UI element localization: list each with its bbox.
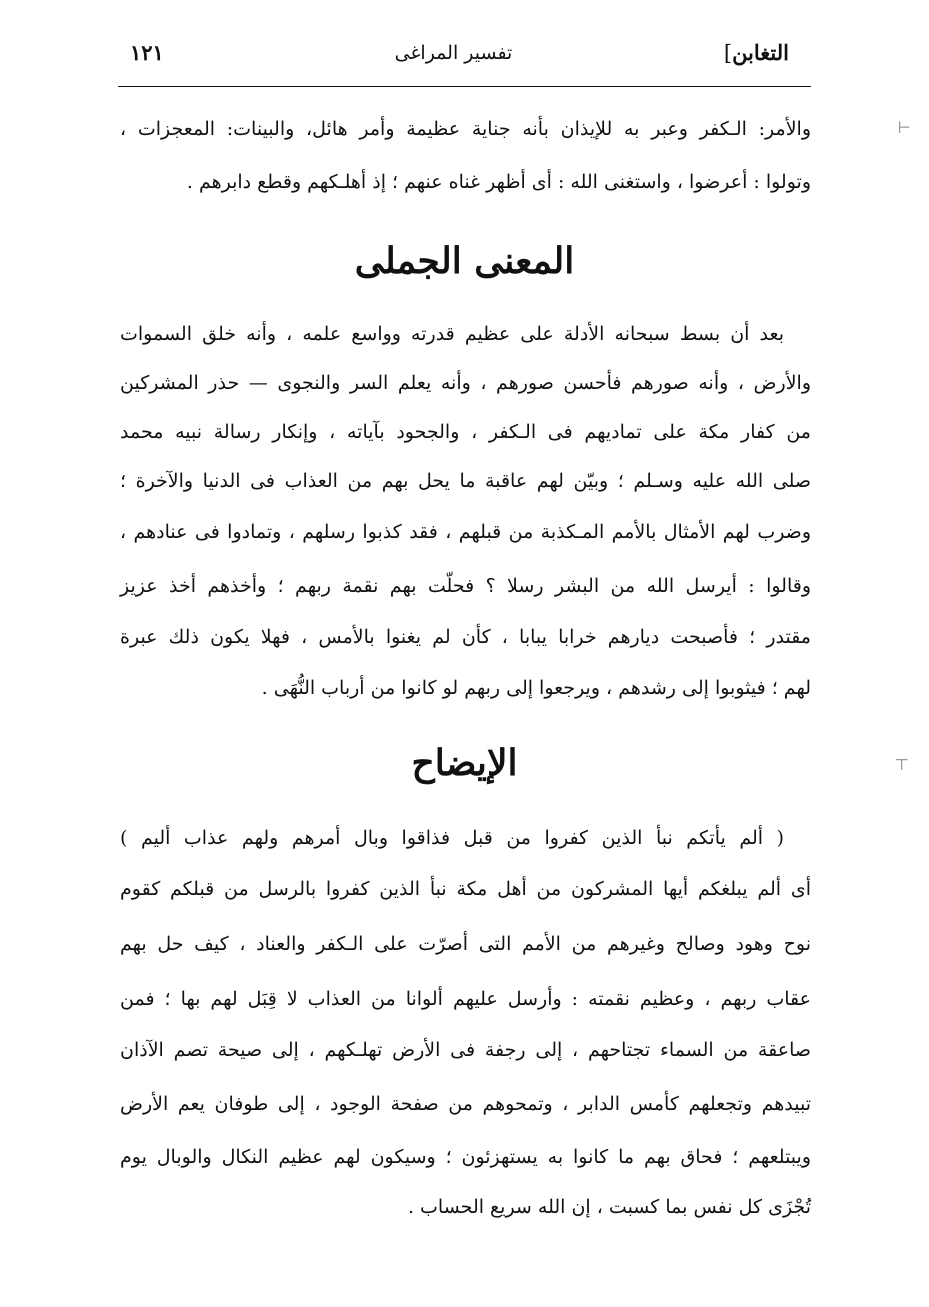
vocab-line: وتولوا : أعرضوا ، واستغنى الله : أى أظهر غناه عنهم ؛ إذ أهلـكهم وقطع دابرهم . (186, 171, 811, 193)
paragraph-line: تبيدهم وتجعلهم كأمس الدابر ، وتمحوهم من صفحة الوجود ، إلى طوفان يعم الأرض (120, 1093, 811, 1115)
header-divider (118, 86, 811, 87)
paragraph-line: عقاب ربهم ، وعظيم نقمته : وأرسل عليهم ألوانا من العذاب لا قِبَل لهم بها ؛ فمن (120, 988, 811, 1010)
paragraph-line: لهم ؛ فيثوبوا إلى رشدهم ، ويرجعوا إلى ربهم لو كانوا من أرباب النُّهَى . (261, 677, 811, 699)
paragraph-line: بعد أن بسط سبحانه الأدلة على عظيم قدرته وواسع علمه ، وأنه خلق السموات (120, 323, 784, 345)
paragraph-line: والأرض ، وأنه صورهم فأحسن صورهم ، وأنه يعلم السر والنجوى — حذر المشركين (120, 372, 811, 394)
paragraph-line: تُجْزَى كل نفس بما كسبت ، إن الله سريع الحساب . (407, 1196, 811, 1218)
margin-scan-mark: ⊣ (897, 118, 911, 137)
chapter-bracket: ] (723, 41, 733, 65)
chapter-label: التغابن (732, 40, 789, 65)
verse-quote: ( ألم يأتكم نبأ الذين كفروا من قبل فذاقوا وبال أمرهم ولهم عذاب أليم ) (120, 827, 784, 849)
running-header (118, 38, 789, 78)
page-number: ١٢١ (130, 40, 164, 65)
paragraph-line: وقالوا : أيرسل الله من البشر رسلا ؟ فحلّت بهم نقمة ربهم ؛ وأخذهم أخذ عزيز (120, 575, 811, 597)
section-title-general-meaning: المعنى الجملى (354, 240, 575, 282)
margin-scan-mark: ⊤ (893, 755, 909, 774)
paragraph-line: صاعقة من السماء تجتاحهم ، إلى رجفة فى الأرض تهلـكهم ، إلى صيحة تصم الآذان (120, 1039, 811, 1061)
paragraph-line: من كفار مكة على تماديهم فى الـكفر ، والجحود بآياته ، وإنكار رسالة نبيه محمد (120, 421, 811, 443)
paragraph-line: أى ألم يبلغكم أيها المشركون من أهل مكة نبأ الذين كفروا بالرسل من قبلكم كقوم (120, 878, 811, 900)
book-title: تفسير المراغى (394, 42, 513, 64)
chapter-name (722, 40, 789, 65)
paragraph-line: مقتدر ؛ فأصبحت ديارهم خرابا يبابا ، كأن لم يغنوا بالأمس ، فهلا يكون ذلك عبرة (120, 626, 811, 648)
paragraph-line: وضرب لهم الأمثال بالأمم المـكذبة من قبلهم ، فقد كذبوا رسلهم ، وتمادوا فى عنادهم ، (120, 521, 811, 543)
paragraph-line: نوح وهود وصالح وغيرهم من الأمم التى أصرّت على الـكفر والعناد ، كيف حل بهم (120, 933, 811, 955)
paragraph-line: ويبتلعهم ؛ فحاق بهم ما كانوا به يستهزئون ؛ وسيكون لهم عظيم النكال والوبال يوم (120, 1146, 811, 1168)
paragraph-line: صلى الله عليه وسـلم ؛ وبيّن لهم عاقبة ما يحل بهم من العذاب فى الدنيا والآخرة ؛ (120, 470, 811, 492)
section-title-explanation: الإيضاح (411, 742, 518, 784)
vocab-line: والأمر: الـكفر وعبر به للإيذان بأنه جناية عظيمة وأمر هائل، والبينات: المعجزات ، (120, 118, 811, 140)
